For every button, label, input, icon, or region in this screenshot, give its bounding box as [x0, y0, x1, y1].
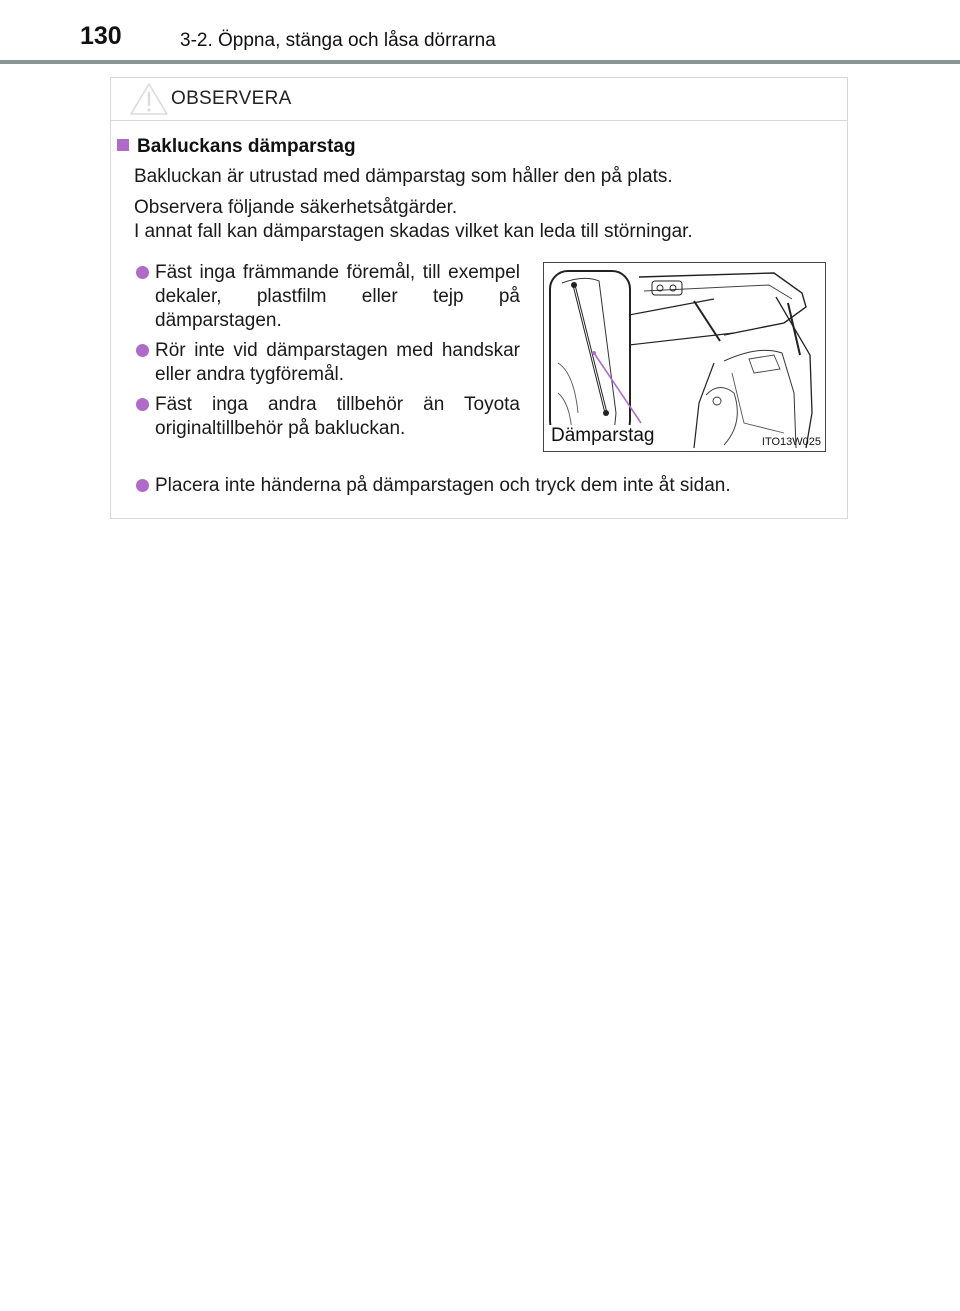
- page-number: 130: [80, 22, 122, 50]
- figure-label: Dämparstag: [551, 425, 655, 446]
- bullet-text: Fäst inga andra tillbehör än Toyota originaltillbehör på bakluckan.: [155, 394, 520, 439]
- figure-code: ITO13W025: [761, 436, 821, 448]
- bullet-item: [155, 393, 520, 441]
- paragraph: Observera följande säkerhetsåtgärder.: [134, 197, 458, 218]
- tailgate-damper-illustration: [543, 262, 826, 452]
- bullet-dot-icon: [136, 479, 149, 492]
- bullet-item: [155, 474, 825, 498]
- bullet-dot-icon: [136, 398, 149, 411]
- bullet-text: Fäst inga främmande föremål, till exempel dekaler, plastfilm eller tejp på dämparstagen.: [155, 262, 520, 331]
- warning-triangle-icon: [129, 82, 169, 116]
- sub-heading: [117, 136, 356, 158]
- tailgate-drawing: [544, 263, 825, 451]
- caution-box: [110, 77, 848, 519]
- bullet-dot-icon: [136, 344, 149, 357]
- header-rule: [0, 60, 960, 64]
- paragraph: I annat fall kan dämparstagen skadas vilket kan leda till störningar.: [134, 221, 693, 242]
- bullet-item: [155, 339, 520, 387]
- section-title: 3-2. Öppna, stänga och låsa dörrarna: [180, 30, 496, 51]
- square-bullet-icon: [117, 139, 129, 151]
- paragraph: Bakluckan är utrustad med dämparstag som håller den på plats.: [134, 166, 673, 187]
- bullet-dot-icon: [136, 266, 149, 279]
- bullet-item: [155, 261, 520, 333]
- bullet-text: Rör inte vid dämparstagen med handskar eller andra tygföremål.: [155, 340, 520, 385]
- bullet-text: Placera inte händerna på dämparstagen och tryck dem inte åt sidan.: [155, 475, 731, 496]
- page-header: [0, 0, 960, 66]
- sub-heading-text: Bakluckans dämparstag: [137, 136, 356, 157]
- caution-label: OBSERVERA: [171, 88, 292, 109]
- caution-header: [111, 78, 847, 121]
